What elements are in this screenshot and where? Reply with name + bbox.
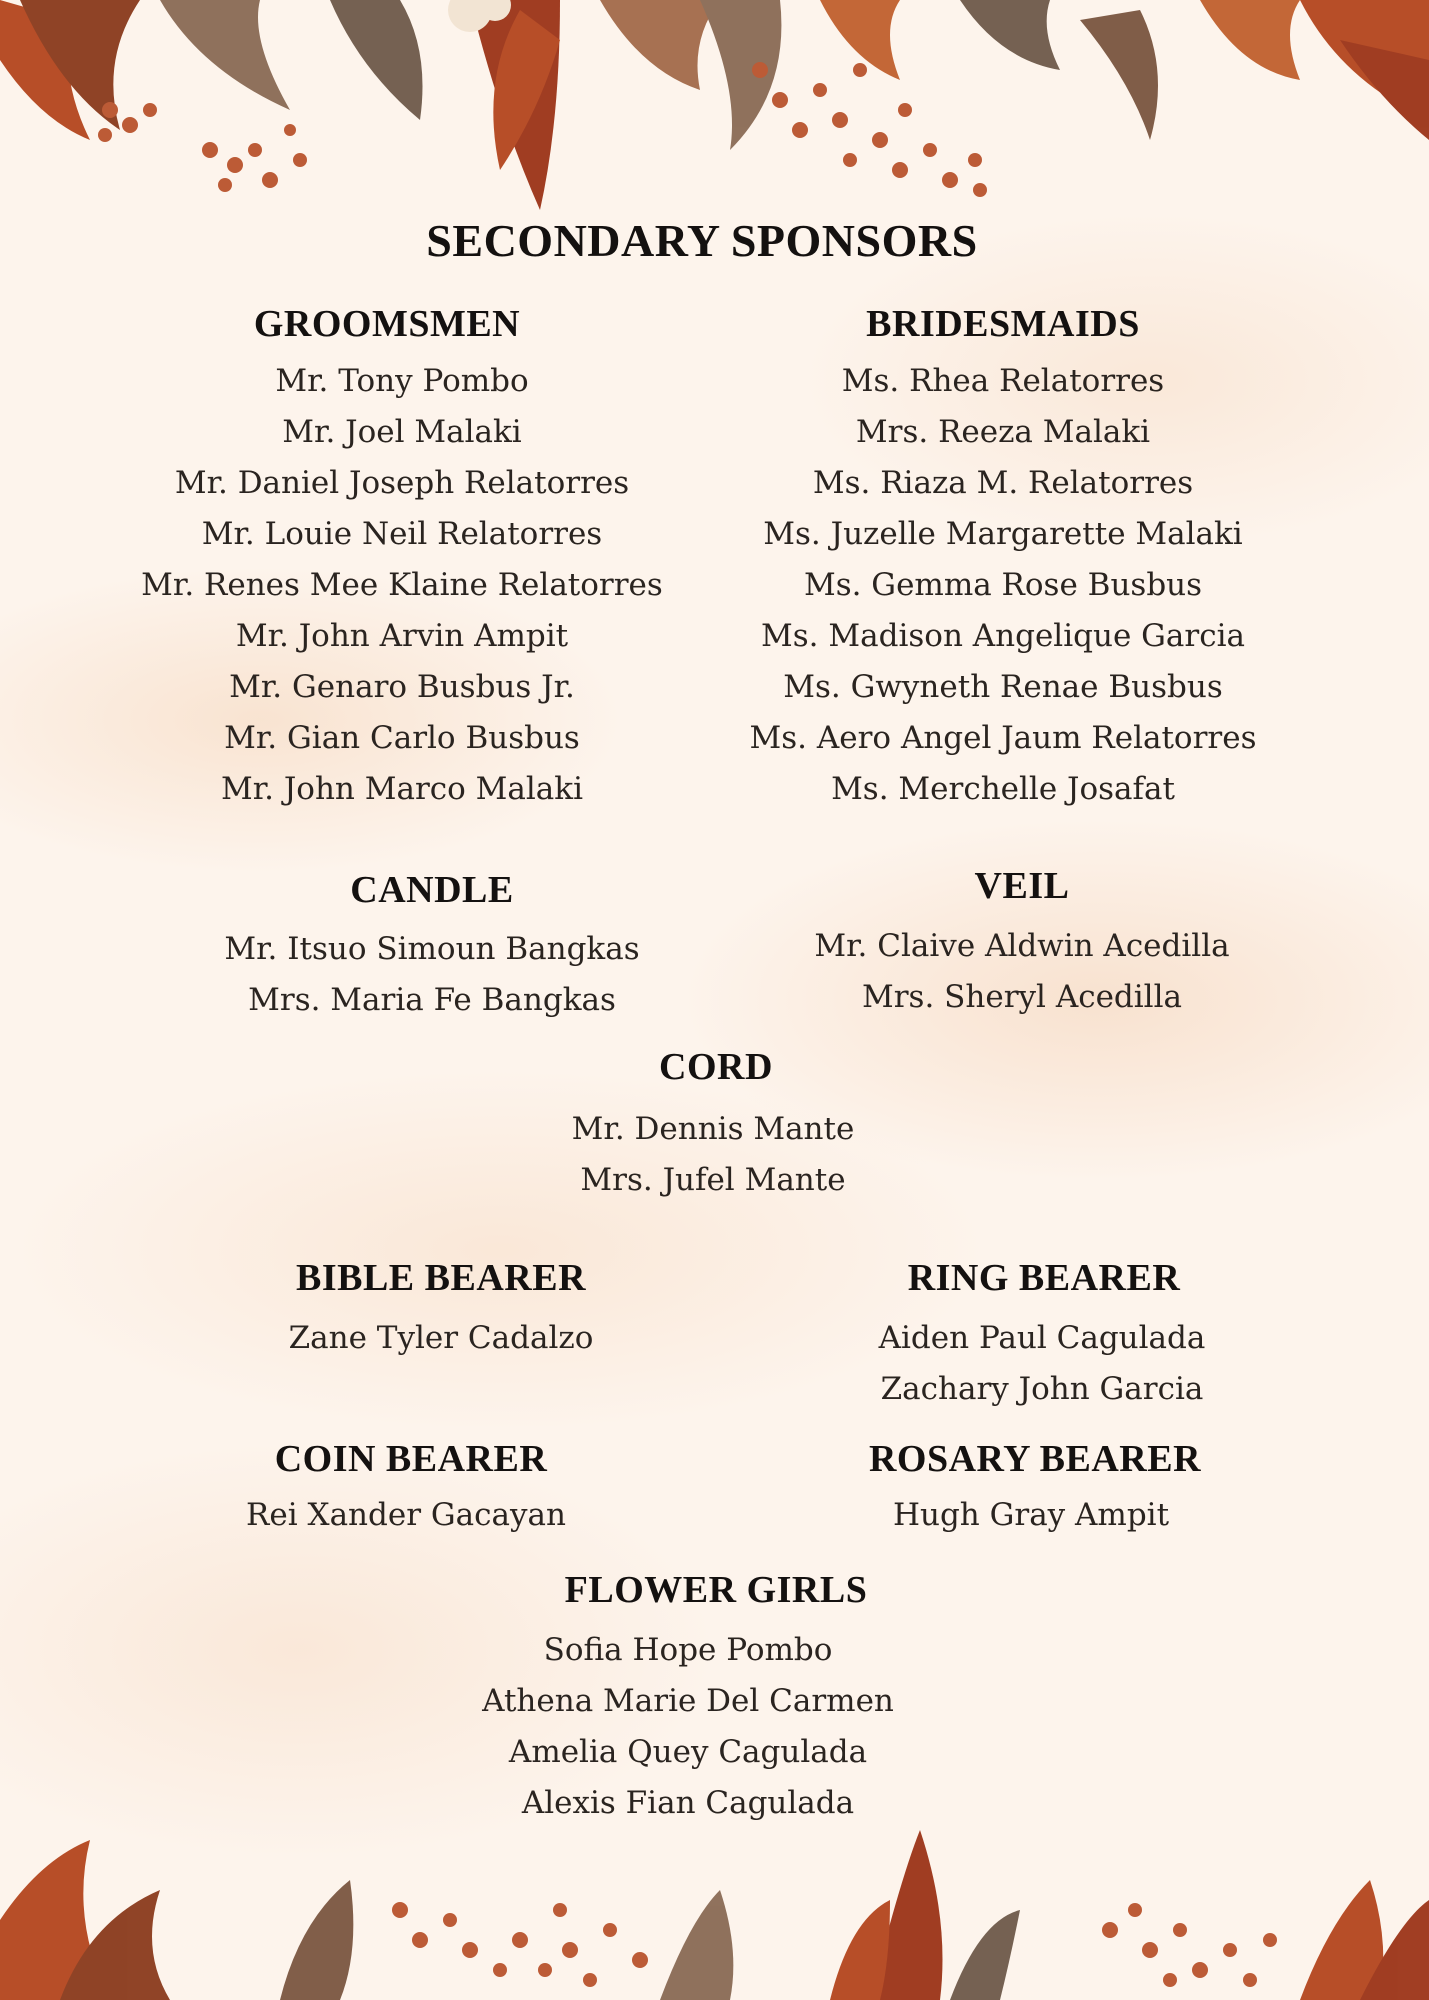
veil-sponsor-name: Mrs. Sheryl Acedilla (862, 979, 1182, 1015)
veil-heading: VEIL (974, 865, 1070, 907)
flower-girl-name: Sofia Hope Pombo (543, 1632, 833, 1668)
groomsman-name: Mr. Daniel Joseph Relatorres (174, 465, 630, 501)
groomsman-name: Mr. Genaro Busbus Jr. (229, 669, 575, 705)
bridesmaid-name: Mrs. Reeza Malaki (855, 414, 1151, 450)
flower-girls-heading: FLOWER GIRLS (564, 1569, 868, 1611)
ring-bearer-list (879, 1313, 1206, 1415)
bridesmaids-list (750, 356, 1257, 815)
coin-bearer-name: Rei Xander Gacayan (246, 1497, 566, 1533)
page-title: SECONDARY SPONSORS (426, 215, 978, 266)
ring-bearer-name: Zachary John Garcia (880, 1371, 1204, 1407)
flower-girls-list (482, 1625, 894, 1829)
flower-girl-name: Amelia Quey Cagulada (508, 1734, 868, 1770)
bible-bearer-list (289, 1313, 594, 1364)
bridesmaids-heading: BRIDESMAIDS (866, 303, 1140, 345)
rosary-bearer-heading: ROSARY BEARER (868, 1438, 1202, 1480)
bridesmaid-name: Ms. Riaza M. Relatorres (812, 465, 1194, 501)
flower-girl-name: Alexis Fian Cagulada (521, 1785, 855, 1821)
veil-list (814, 921, 1229, 1023)
bridesmaid-name: Ms. Juzelle Margarette Malaki (763, 516, 1243, 552)
groomsman-name: Mr. Gian Carlo Busbus (224, 720, 580, 756)
candle-sponsor-name: Mr. Itsuo Simoun Bangkas (224, 931, 640, 967)
bible-bearer-heading: BIBLE BEARER (295, 1257, 587, 1299)
groomsman-name: Mr. John Arvin Ampit (235, 618, 569, 654)
candle-sponsor-name: Mrs. Maria Fe Bangkas (248, 982, 616, 1018)
groomsman-name: Mr. Joel Malaki (282, 414, 522, 450)
bridesmaid-name: Ms. Aero Angel Jaum Relatorres (749, 720, 1257, 756)
candle-list (224, 924, 639, 1026)
veil-sponsor-name: Mr. Claive Aldwin Acedilla (814, 928, 1230, 964)
ring-bearer-heading: RING BEARER (907, 1257, 1181, 1299)
bridesmaid-name: Ms. Gwyneth Renae Busbus (783, 669, 1223, 705)
groomsmen-heading: GROOMSMEN (253, 303, 521, 345)
groomsman-name: Mr. Louie Neil Relatorres (201, 516, 603, 552)
candle-heading: CANDLE (350, 869, 514, 911)
flower-girl-name: Athena Marie Del Carmen (482, 1683, 894, 1719)
cord-sponsor-name: Mr. Dennis Mante (571, 1111, 855, 1147)
bridesmaid-name: Ms. Merchelle Josafat (831, 771, 1175, 807)
groomsmen-list (141, 356, 663, 815)
bridesmaid-name: Ms. Madison Angelique Garcia (761, 618, 1245, 654)
coin-bearer-heading: COIN BEARER (274, 1438, 548, 1480)
bridesmaid-name: Ms. Gemma Rose Busbus (803, 567, 1203, 603)
rosary-bearer-name: Hugh Gray Ampit (892, 1497, 1170, 1533)
rosary-bearer-list (893, 1490, 1169, 1541)
groomsman-name: Mr. Tony Pombo (275, 363, 529, 399)
cord-heading: CORD (659, 1046, 773, 1088)
groomsman-name: Mr. John Marco Malaki (221, 771, 583, 807)
coin-bearer-list (246, 1490, 566, 1541)
ring-bearer-name: Aiden Paul Cagulada (878, 1320, 1206, 1356)
bridesmaid-name: Ms. Rhea Relatorres (841, 363, 1165, 399)
bible-bearer-name: Zane Tyler Cadalzo (288, 1320, 594, 1356)
groomsman-name: Mr. Renes Mee Klaine Relatorres (141, 567, 663, 603)
cord-sponsor-name: Mrs. Jufel Mante (580, 1162, 846, 1198)
cord-list (572, 1104, 855, 1206)
